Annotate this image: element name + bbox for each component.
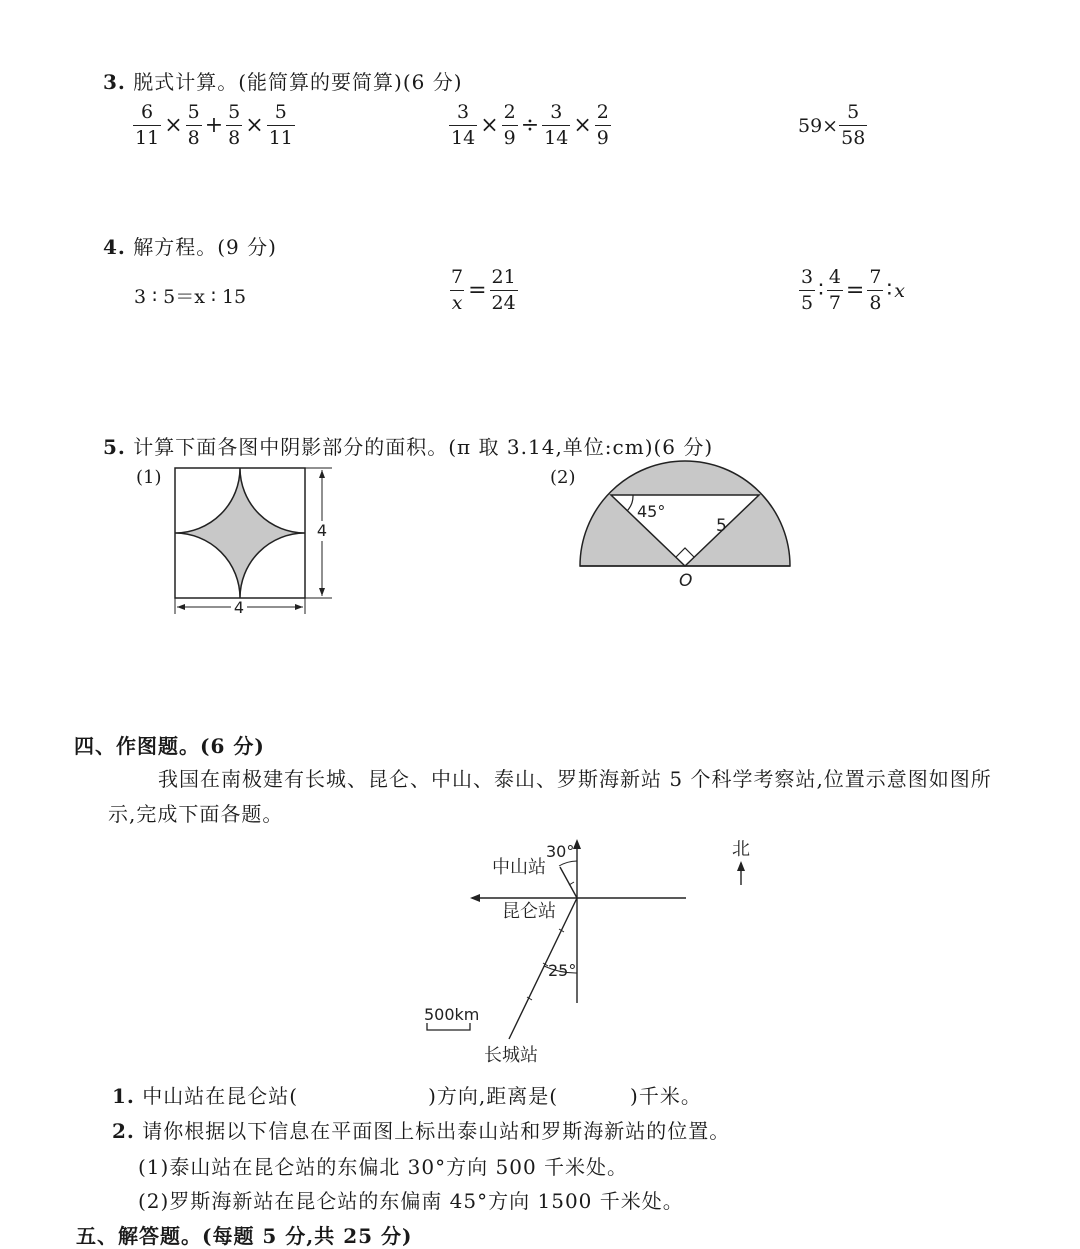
fraction: $\frac{7}{8}$ [869, 266, 882, 314]
fraction: $\frac{4}{7}$ [828, 266, 841, 314]
q4-equation-1: 3 ∶ 5＝x ∶ 15 [134, 286, 247, 308]
section-4-q2-sub1: (1)泰山站在昆仑站的东偏北 30°方向 500 千米处。 [138, 1155, 629, 1179]
q3-expression-1: $\frac{6}{11}$ × $\frac{5}{8}$ + $\frac{5}{8}$ × $\frac{5}{11}$ [135, 101, 293, 149]
q5-title: 计算下面各图中阴影部分的面积。(π 取 3.14,单位:cm)(6 分) [133, 435, 714, 459]
section-4-q2: 2. 请你根据以下信息在平面图上标出泰山站和罗斯海新站的位置。 [112, 1119, 731, 1143]
zhongshan-ray [560, 867, 577, 898]
q4-equation-2: $\frac{7}{x}$ = $\frac{21}{24}$ [451, 266, 516, 314]
q3-expression-2: $\frac{3}{14}$ × $\frac{2}{9}$ ÷ $\frac{3}{14}$ × $\frac{2}{9}$ [451, 101, 609, 149]
fraction: $\frac{5}{8}$ [187, 101, 200, 149]
fig1-shaded-region [175, 468, 305, 598]
fig2-center-label: O [679, 571, 693, 591]
fig1-dim-right: 4 [316, 521, 328, 540]
north-label: 北 [732, 839, 750, 860]
antarctic-station-map [424, 833, 770, 1068]
q4-number: 4. [103, 235, 126, 259]
fig2-length-label: 5 [716, 516, 727, 536]
section-5-title: 五、解答题。(每题 5 分,共 25 分) [76, 1224, 413, 1248]
fig1-dim-bottom: 4 [233, 598, 245, 617]
q4-heading [103, 231, 277, 260]
q5-figure-1 [160, 458, 350, 618]
fraction: $\frac{3}{14}$ [544, 101, 569, 149]
q5-heading [103, 431, 713, 460]
fraction: $\frac{2}{9}$ [503, 101, 516, 149]
label-zhongshan-station: 中山站 [492, 857, 546, 878]
section-4-title: 四、作图题。(6 分) [74, 734, 265, 758]
fraction: $\frac{7}{x}$ [451, 266, 464, 314]
fraction: $\frac{5}{8}$ [228, 101, 241, 149]
q4-equation-3: $\frac{3}{5}$ ∶ $\frac{4}{7}$ = $\frac{7}{8}$ ∶ x [801, 266, 905, 314]
fraction: $\frac{3}{5}$ [801, 266, 814, 314]
fraction: $\frac{2}{9}$ [596, 101, 609, 149]
q5-number: 5. [103, 435, 126, 459]
fig2-angle-label: 45° [637, 502, 666, 521]
label-changcheng-station: 长城站 [484, 1045, 538, 1066]
map-angle-25: 25° [548, 961, 577, 980]
fraction: $\frac{21}{24}$ [491, 266, 516, 314]
fraction: $\frac{6}{11}$ [135, 101, 160, 149]
map-angle-30: 30° [546, 842, 575, 861]
q3-expression-3: 59× $\frac{5}{58}$ [798, 101, 866, 149]
q5-fig2-label: (2) [550, 467, 576, 488]
q5-figure-2 [575, 458, 805, 593]
q3-title: 脱式计算。(能简算的要简算)(6 分) [133, 70, 463, 94]
q4-title: 解方程。(9 分) [133, 235, 277, 259]
fraction: $\frac{5}{58}$ [841, 101, 866, 149]
q3-number: 3. [103, 70, 126, 94]
q5-fig1-label: (1) [136, 467, 162, 488]
label-kunlun-station: 昆仑站 [502, 901, 556, 922]
section-4-intro-line2: 示,完成下面各题。 [108, 802, 284, 826]
section-4-intro-line1: 我国在南极建有长城、昆仑、中山、泰山、罗斯海新站 5 个科学考察站,位置示意图如图所 [158, 767, 992, 791]
q3-heading [103, 66, 463, 95]
map-scale-label: 500km [424, 1005, 480, 1024]
section-4-q1: 1. 中山站在昆仑站( )方向,距离是( )千米。 [112, 1084, 702, 1108]
section-4-q2-sub2: (2)罗斯海新站在昆仑站的东偏南 45°方向 1500 千米处。 [138, 1189, 684, 1213]
fraction: $\frac{5}{11}$ [268, 101, 293, 149]
fraction: $\frac{3}{14}$ [451, 101, 476, 149]
